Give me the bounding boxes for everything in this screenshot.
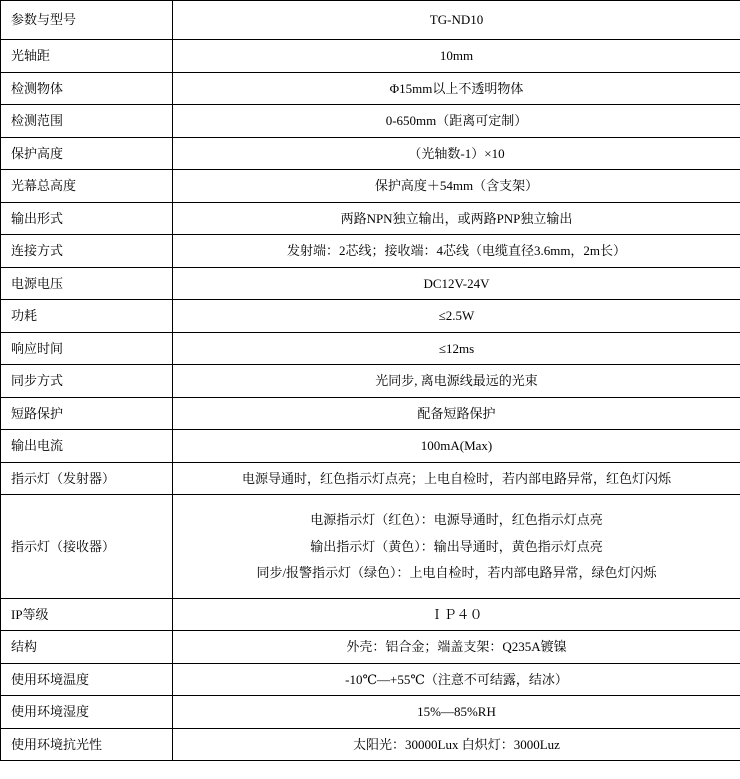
- table-cell-value: [173, 598, 740, 631]
- table-cell-value-line: 输出指示灯（黄色）：输出导通时，黄色指示灯点亮: [310, 538, 603, 554]
- table-cell-value: [173, 300, 740, 333]
- table-cell-label: 检测范围: [1, 105, 173, 138]
- table-cell-value: [173, 202, 740, 235]
- table-row: [1, 1, 740, 40]
- table-cell-value-line: ≤2.5W: [438, 308, 475, 323]
- table-row: [1, 137, 740, 170]
- table-row: [1, 495, 740, 599]
- table-cell-value-line: ≤12ms: [438, 340, 475, 356]
- table-cell-label: IP等级: [1, 598, 173, 631]
- table-cell-label: 使用环境温度: [1, 663, 173, 696]
- table-cell-value-line: （光轴数-1）×10: [408, 145, 505, 161]
- table-cell-value-line: 同步/报警指示灯（绿色）：上电自检时，若内部电路异常，绿色灯闪烁: [256, 565, 657, 580]
- table-cell-value: [173, 430, 740, 463]
- table-row: [1, 235, 740, 268]
- table-cell-value-line: DC12V-24V: [423, 275, 490, 291]
- table-row: [1, 365, 740, 398]
- table-cell-value: [173, 663, 740, 696]
- table-cell-value: [173, 137, 740, 170]
- table-cell-value: [173, 235, 740, 268]
- table-row: [1, 267, 740, 300]
- table-cell-value-line: 太阳光：30000Lux 白炽灯：3000Luz: [353, 736, 560, 752]
- table-cell-value: [173, 105, 740, 138]
- table-cell-value: [173, 365, 740, 398]
- table-cell-value-line: 保护高度＋54mm（含支架）: [374, 178, 539, 193]
- table-row: [1, 300, 740, 333]
- table-cell-value: [173, 495, 740, 599]
- table-cell-value: [173, 170, 740, 203]
- table-cell-label: 输出电流: [1, 430, 173, 463]
- table-cell-label: 响应时间: [1, 332, 173, 365]
- table-row: [1, 598, 740, 631]
- table-row: [1, 105, 740, 138]
- table-cell-value-line: ＩＰ４０: [430, 606, 483, 622]
- table-cell-label: 功耗: [1, 300, 173, 333]
- table-cell-value-line: 电源指示灯（红色）：电源导通时，红色指示灯点亮: [310, 512, 603, 527]
- table-cell-label: 光幕总高度: [1, 170, 173, 203]
- table-row: [1, 631, 740, 664]
- table-cell-value-line: 10mm: [439, 48, 474, 63]
- table-cell-value: [173, 728, 740, 761]
- table-cell-value-line: 15%—85%RH: [417, 704, 496, 719]
- table-row: [1, 72, 740, 105]
- table-cell-label: 指示灯（接收器）: [1, 495, 173, 599]
- table-cell-label: 连接方式: [1, 235, 173, 268]
- table-row: [1, 663, 740, 696]
- table-cell-label: 输出形式: [1, 202, 173, 235]
- table-row: [1, 696, 740, 729]
- table-cell-value-line: 0-650mm（距离可定制）: [385, 113, 528, 128]
- table-cell-value-line: 光同步, 离电源线最远的光束: [375, 373, 538, 388]
- table-row: [1, 462, 740, 495]
- table-row: [1, 332, 740, 365]
- table-row: [1, 170, 740, 203]
- table-row: [1, 40, 740, 73]
- table-cell-value: [173, 1, 740, 40]
- table-cell-label: 使用环境湿度: [1, 696, 173, 729]
- table-cell-value-line: TG-ND10: [429, 12, 484, 28]
- table-cell-label: 同步方式: [1, 365, 173, 398]
- table-cell-label: 短路保护: [1, 397, 173, 430]
- table-cell-value: [173, 696, 740, 729]
- table-cell-value: [173, 332, 740, 365]
- table-cell-value: [173, 267, 740, 300]
- table-row: [1, 728, 740, 761]
- table-cell-label: 指示灯（发射器）: [1, 462, 173, 495]
- table-cell-label: 结构: [1, 631, 173, 664]
- table-cell-value: [173, 72, 740, 105]
- table-cell-value: [173, 397, 740, 430]
- table-cell-value-line: 电源导通时，红色指示灯点亮；上电自检时，若内部电路异常，红色灯闪烁: [241, 470, 671, 486]
- table-row: [1, 397, 740, 430]
- specification-table-body: [1, 1, 740, 761]
- table-cell-value: [173, 462, 740, 495]
- table-cell-value-line: Φ15mm以上不透明物体: [389, 80, 524, 96]
- table-cell-value-line: -10℃—+55℃（注意不可结露，结冰）: [345, 671, 568, 687]
- table-cell-value: [173, 631, 740, 664]
- table-cell-label: 保护高度: [1, 137, 173, 170]
- table-cell-value: [173, 40, 740, 73]
- table-cell-value-line: 外壳：铝合金；端盖支架：Q235A镀镍: [346, 639, 567, 654]
- table-cell-value-line: 发射端：2芯线；接收端：4芯线（电缆直径3.6mm，2m长）: [286, 243, 627, 258]
- table-cell-label: 参数与型号: [1, 1, 173, 40]
- table-cell-value-line: 两路NPN独立输出，或两路PNP独立输出: [340, 210, 573, 226]
- table-row: [1, 202, 740, 235]
- table-cell-label: 检测物体: [1, 72, 173, 105]
- table-cell-label: 电源电压: [1, 267, 173, 300]
- table-cell-value-line: 配备短路保护: [417, 405, 496, 421]
- table-row: [1, 430, 740, 463]
- table-cell-value-line: 100mA(Max): [420, 438, 493, 453]
- table-cell-label: 使用环境抗光性: [1, 728, 173, 761]
- table-cell-label: 光轴距: [1, 40, 173, 73]
